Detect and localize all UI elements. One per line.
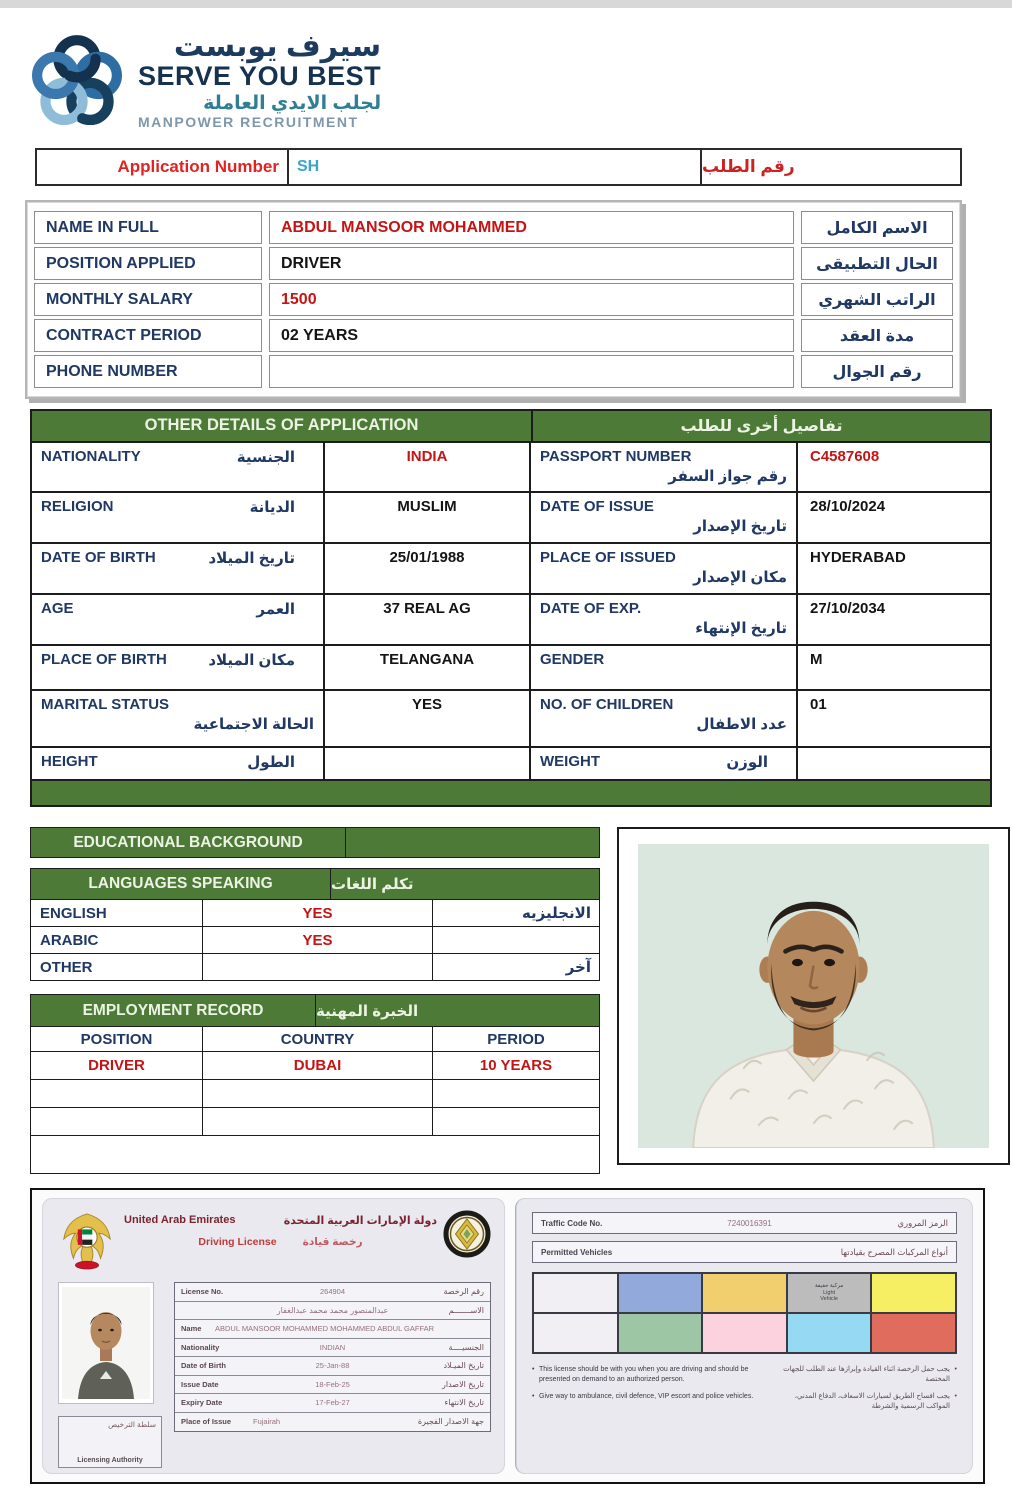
driving-license-scans [30,1188,985,1484]
passport-number-value: C4587608 [798,441,990,491]
name-label: NAME IN FULL [34,211,262,244]
license-number-row: License No. 264904 رقم الرخصة [175,1283,490,1302]
weight-label: WEIGHT الوزن [531,746,798,779]
arabic-value: YES [203,927,433,953]
licensing-authority-ar: سلطة الترخيص [108,1420,156,1429]
permitted-vehicles-grid [532,1272,957,1354]
vehicle-class-cell [533,1273,618,1313]
license-name-row: Name ABDUL MANSOOR MOHAMMED MOHAMMED ABDUL GAFFAR [175,1320,490,1339]
table-row [34,211,953,244]
arabic-label-arabic [433,927,599,953]
vehicle-class-cell [618,1313,703,1353]
license-photo [62,1286,150,1400]
scan-top-strip [0,0,1012,8]
date-of-issue-value: 28/10/2024 [798,491,990,542]
table-row [31,1079,599,1107]
license-nationality-row: Nationality INDIAN الجنسيــــة [175,1339,490,1358]
application-number-row [35,148,962,186]
phone-value [269,355,794,388]
license-country-ar: دولة الإمارات العربية المتحدة [283,1215,437,1227]
phone-label: PHONE NUMBER [34,355,262,388]
other-details-table [30,409,992,807]
vehicle-class-cell [871,1273,956,1313]
contract-label: CONTRACT PERIOD [34,319,262,352]
license-fields-table [174,1282,491,1432]
table-row [31,1107,599,1135]
height-label: HEIGHT الطول [32,746,325,779]
table-row [31,1051,599,1079]
date-of-expiry-value: 27/10/2034 [798,593,990,644]
place-of-issue-label: PLACE OF ISSUED مكان الإصدار [531,542,798,593]
license-title-en: Driving License [198,1236,277,1248]
date-of-birth-value: 25/01/1988 [325,542,531,593]
arabic-label: ARABIC [31,927,203,953]
date-of-issue-label: DATE OF ISSUE تاريخ الإصدار [531,491,798,542]
license-dob-row: Date of Birth 25-Jan-88 تاريخ الميـلاد [175,1357,490,1376]
children-label: NO. OF CHILDREN عدد الاطفال [531,689,798,746]
date-of-birth-label: DATE OF BIRTH تاريخ الميلاد [32,542,325,593]
logo-english-title: SERVE YOU BEST [138,61,382,92]
vehicle-class-cell [702,1273,787,1313]
employment-period: 10 YEARS [479,1057,553,1074]
application-number-label-arabic: رقم الطلب [702,157,795,176]
position-label: POSITION APPLIED [34,247,262,280]
name-label-arabic: الاسم الكامل [801,211,953,244]
personal-details-table [25,200,962,399]
other-details-header: OTHER DETAILS OF APPLICATION [32,411,531,441]
license-notes-arabic: • يجب حمل الرخصة اثناء القيادة وإبرازها عند الطلب للجهات المختصة • يجب افساح الطريق لسيارات الاسعاف، الدفاع المدني، المواكب الرسمية والشرطة [774,1365,958,1420]
other-language-value [203,954,433,980]
gcc-logo-icon [443,1210,491,1258]
application-number-value: SH [289,150,702,184]
religion-value: MUSLIM [325,491,531,542]
age-value: 37 REAL AG [325,593,531,644]
gender-label: GENDER [531,644,798,689]
weight-value [798,746,990,779]
vehicle-class-cell [702,1313,787,1353]
license-back-card [515,1198,973,1474]
other-details-header-arabic: تفاصيل أخرى للطلب [531,411,990,441]
license-notes-english: • This license should be with you when you are driving and should be presented on demand to an authorized person. • Give way to ambulance, civil defence, VIP escort and police vehicles. [532,1365,762,1420]
permitted-vehicles-row: Permitted Vehicles أنواع المركبات المصرح بقيادتها [532,1241,957,1263]
knot-logo-icon [30,30,124,132]
company-logo-block [30,30,1012,132]
vehicle-class-cell [871,1313,956,1353]
vehicle-class-cell [787,1313,872,1353]
other-language-label: OTHER [31,954,203,980]
license-place-of-issue-row: Place of Issue Fujairah جهة الاصدار الفجيرة [181,1417,484,1427]
employment-record-table [30,994,600,1174]
table-row [31,926,599,953]
nationality-value: INDIA [325,441,531,491]
contract-label-arabic: مدة العقد [801,319,953,352]
applicant-photo-frame [617,827,1010,1165]
table-row-wide [31,1135,599,1173]
age-label: AGE العمر [32,593,325,644]
table-row [31,953,599,980]
english-value: YES [203,900,433,926]
phone-label-arabic: رقم الجوال [801,355,953,388]
license-issue-date-row: Issue Date 18-Feb-25 تاريخ الاصدار [175,1376,490,1395]
contract-value: 02 YEARS [269,319,794,352]
table-row [34,247,953,280]
license-title-ar: رخصة قيادة [302,1236,363,1248]
license-expiry-date-row: Expiry Date 17-Feb-27 تاريخ الانتهاء [175,1394,490,1413]
employment-header: EMPLOYMENT RECORD الخبرة المهنية [31,995,599,1026]
position-label-arabic: الحال التطبيقى [801,247,953,280]
languages-table [30,868,600,981]
gender-value: M [798,644,990,689]
logo-arabic-title: سيرف يوبست [173,29,382,63]
children-value: 01 [798,689,990,746]
license-name-arabic-row: عبدالمنصور محمد محمد عبدالغفار الاســـــــم [175,1302,490,1321]
languages-header: LANGUAGES SPEAKING تكلم اللغات [31,869,599,899]
place-of-issue-value: HYDERABAD [798,542,990,593]
table-row [34,355,953,388]
educational-background-header: EDUCATIONAL BACKGROUND [30,827,600,858]
applicant-photo [638,844,989,1148]
licensing-authority-box [58,1416,162,1468]
vehicle-class-cell [533,1313,618,1353]
traffic-code-row: Traffic Code No. 7240016391 الرمز المروري [532,1212,957,1234]
license-front-card [42,1198,505,1474]
english-label-arabic: الانجليزيه [521,905,591,922]
place-of-birth-label: PLACE OF BIRTH مكان الميلاد [32,644,325,689]
name-value: ABDUL MANSOOR MOHAMMED [269,211,794,244]
salary-value: 1500 [269,283,794,316]
height-value [325,746,531,779]
date-of-expiry-label: DATE OF EXP. تاريخ الإنتهاء [531,593,798,644]
religion-label: RELIGION الديانة [32,491,325,542]
place-of-birth-value: TELANGANA [325,644,531,689]
vehicle-class-cell [618,1273,703,1313]
salary-label: MONTHLY SALARY [34,283,262,316]
employment-country: DUBAI [203,1052,433,1079]
green-divider-bar [32,779,990,805]
passport-number-label: PASSPORT NUMBER رقم جواز السفر [531,441,798,491]
uae-emblem-icon [58,1210,116,1272]
logo-arabic-subtitle: لجلب الايدي العاملة [203,92,382,114]
position-value: DRIVER [269,247,794,280]
employment-position: DRIVER [31,1052,203,1079]
table-row [34,319,953,352]
marital-status-value: YES [325,689,531,746]
table-row [31,899,599,926]
licensing-authority-en: Licensing Authority [77,1457,143,1464]
license-photo-frame [58,1282,154,1404]
employment-column-headers: POSITION COUNTRY PERIOD [31,1026,599,1051]
nationality-label: NATIONALITY الجنسية [32,441,325,491]
vehicle-class-cell-light-vehicle: مركبة خفيفة Light Vehicle [787,1273,872,1313]
license-country-en: United Arab Emirates [124,1214,236,1226]
application-number-label: Application Number [37,150,289,184]
logo-english-subtitle: MANPOWER RECRUITMENT [138,114,359,131]
marital-status-label: MARITAL STATUS الحالة الاجتماعية [32,689,325,746]
english-label: ENGLISH [31,900,203,926]
other-language-label-arabic: آخر [565,959,591,976]
salary-label-arabic: الراتب الشهري [801,283,953,316]
table-row [34,283,953,316]
